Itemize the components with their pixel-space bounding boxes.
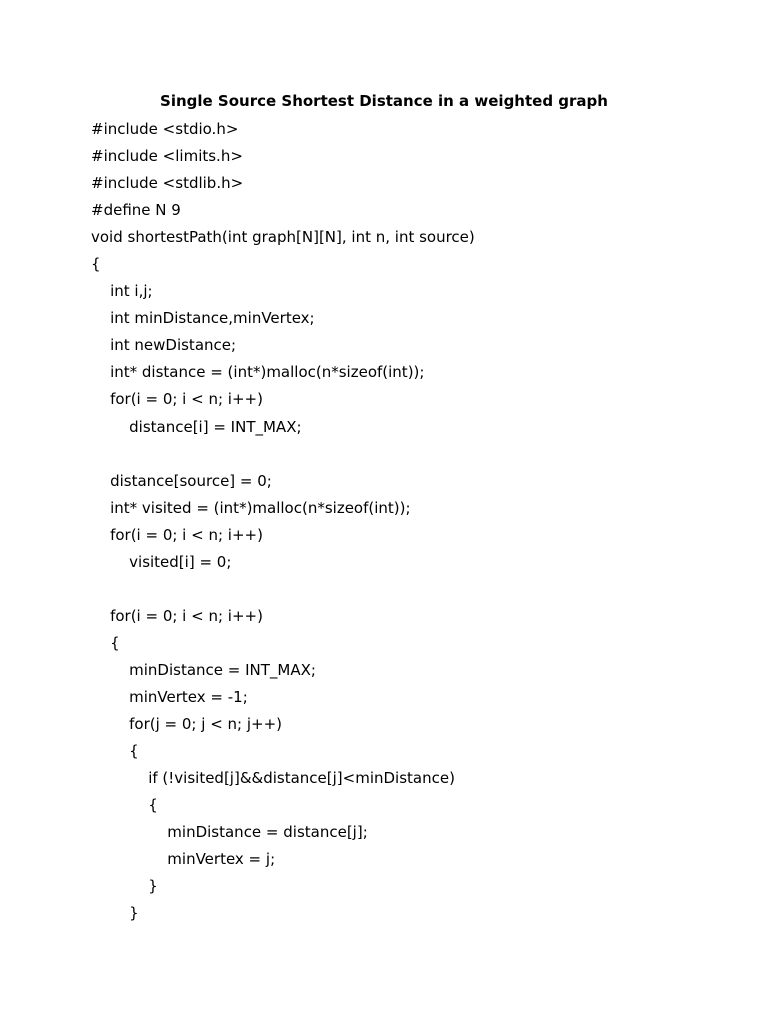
code-line: #include <stdlib.h> [91, 174, 244, 193]
code-line: for(i = 0; i < n; i++) [91, 525, 263, 544]
document-title: Single Source Shortest Distance in a weighted graph [160, 92, 608, 110]
code-line: minVertex = -1; [91, 687, 248, 706]
code-line: minDistance = INT_MAX; [91, 660, 316, 679]
code-line: distance[i] = INT_MAX; [91, 417, 302, 436]
code-line: int i,j; [91, 282, 153, 301]
code-line: { [91, 633, 120, 652]
code-line: int minDistance,minVertex; [91, 309, 315, 328]
code-line: int* distance = (int*)malloc(n*sizeof(int)); [91, 363, 425, 382]
code-line-blank [91, 577, 475, 604]
code-line: } [91, 877, 158, 896]
code-line: distance[source] = 0; [91, 471, 272, 490]
code-line: int newDistance; [91, 336, 237, 355]
code-line: { [91, 255, 101, 274]
code-line: int* visited = (int*)malloc(n*sizeof(int)); [91, 498, 411, 517]
code-line: for(i = 0; i < n; i++) [91, 606, 263, 625]
code-line-blank [91, 442, 475, 469]
code-line: } [91, 904, 139, 923]
code-listing [91, 117, 475, 928]
code-line: #include <limits.h> [91, 147, 243, 166]
code-line: minVertex = j; [91, 850, 276, 869]
code-line: for(i = 0; i < n; i++) [91, 390, 263, 409]
code-line: visited[i] = 0; [91, 552, 232, 571]
code-line: minDistance = distance[j]; [91, 823, 368, 842]
code-line: void shortestPath(int graph[N][N], int n, int source) [91, 228, 475, 247]
code-line: { [91, 742, 139, 761]
code-line: #define N 9 [91, 201, 181, 220]
code-line: { [91, 796, 158, 815]
code-line: for(j = 0; j < n; j++) [91, 715, 283, 734]
code-line: #include <stdio.h> [91, 120, 239, 138]
code-line: if (!visited[j]&&distance[j]<minDistance) [91, 769, 455, 788]
